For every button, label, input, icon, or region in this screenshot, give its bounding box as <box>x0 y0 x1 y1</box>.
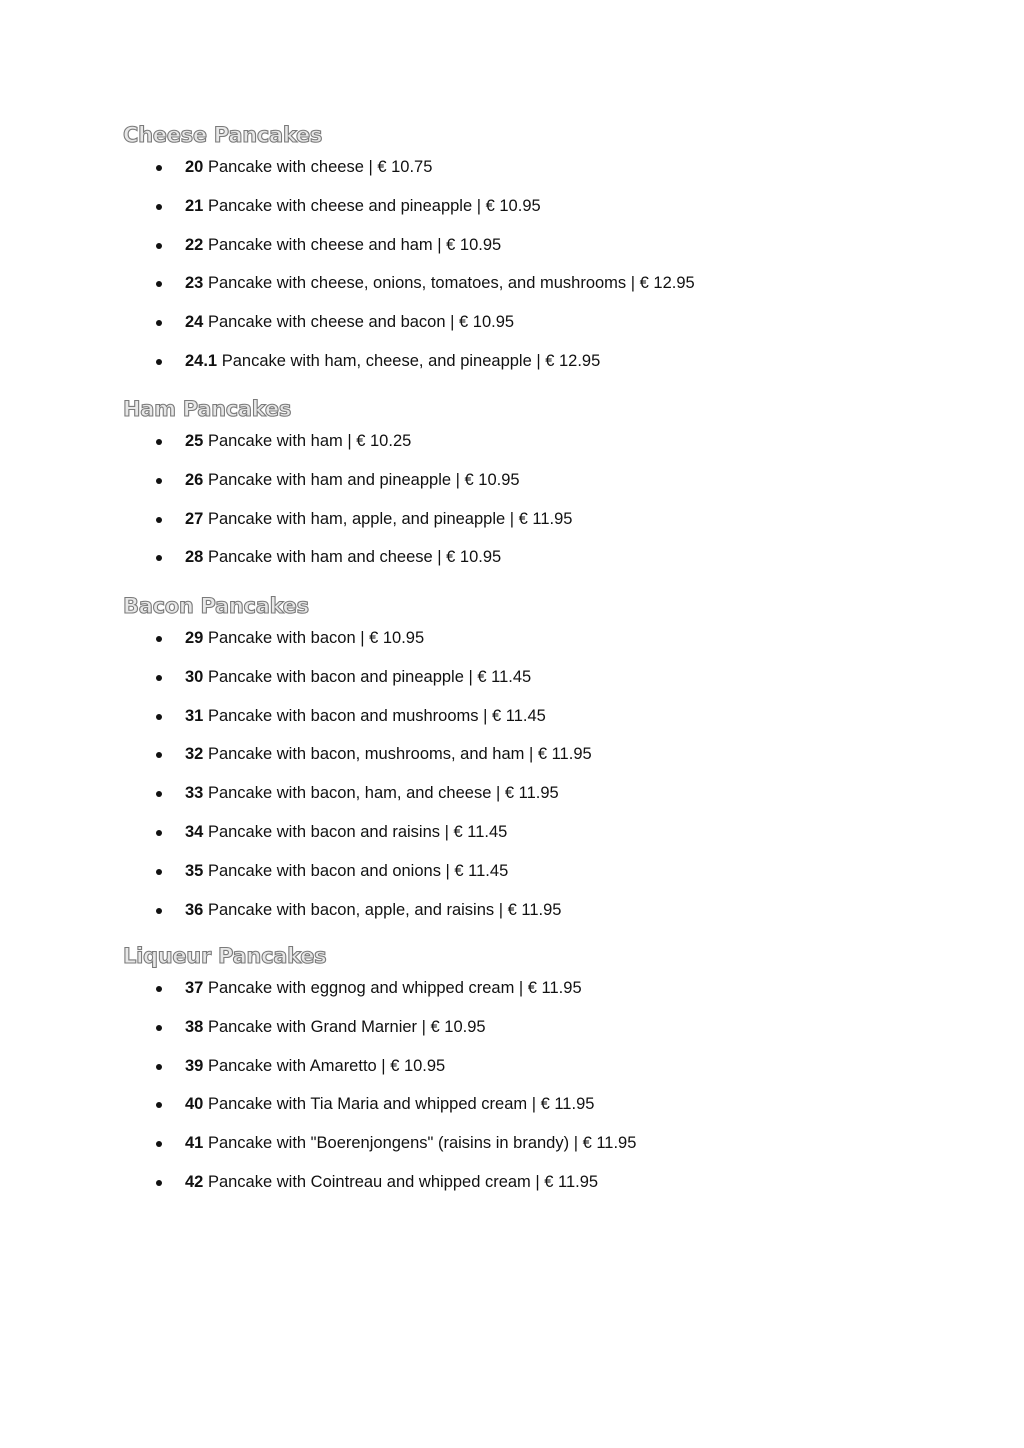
item-price: € 10.95 <box>446 235 502 254</box>
section-heading: Bacon Pancakes <box>123 594 309 618</box>
price-separator: | <box>494 900 508 919</box>
price-separator: | <box>376 1056 391 1075</box>
menu-item <box>123 1163 636 1202</box>
menu-item <box>123 422 572 461</box>
item-number: 32 <box>185 745 204 764</box>
menu-item <box>123 774 592 813</box>
price-separator: | <box>505 509 519 528</box>
section-heading: Cheese Pancakes <box>123 123 323 147</box>
item-price: € 10.95 <box>446 548 502 567</box>
menu-item <box>123 342 695 381</box>
menu-item <box>123 148 695 187</box>
item-number: 33 <box>185 784 204 803</box>
menu-item <box>123 735 592 774</box>
section-ham-pancakes <box>123 396 572 577</box>
price-separator: | <box>432 548 447 567</box>
price-separator: | <box>342 432 357 450</box>
price-separator: | <box>440 822 454 841</box>
section-cheese-pancakes <box>123 122 695 381</box>
item-number: 37 <box>185 979 204 997</box>
item-number: 40 <box>185 1095 204 1114</box>
section-heading: Ham Pancakes <box>123 397 292 421</box>
item-description: Pancake with ham and cheese <box>207 548 433 567</box>
item-number: 42 <box>185 1172 204 1191</box>
menu-list <box>123 969 636 1202</box>
item-price: € 11.95 <box>527 979 582 997</box>
item-price: € 12.95 <box>545 351 601 370</box>
menu-item <box>123 1085 636 1124</box>
item-price: € 11.95 <box>540 1095 595 1114</box>
menu-item <box>123 500 572 539</box>
item-price: € 11.95 <box>537 745 592 764</box>
menu-item <box>123 658 592 697</box>
item-description: Pancake with bacon, ham, and cheese <box>207 784 492 803</box>
item-price: € 11.45 <box>453 822 508 841</box>
item-price: € 11.95 <box>518 509 573 528</box>
section-bacon-pancakes <box>123 593 592 929</box>
item-description: Pancake with "Boerenjongens" (raisins in brandy) <box>207 1134 570 1153</box>
item-price: € 11.95 <box>582 1134 637 1153</box>
item-price: € 10.95 <box>390 1056 446 1075</box>
price-separator: | <box>417 1017 431 1036</box>
item-description: Pancake with bacon and mushrooms <box>207 706 479 725</box>
item-number: 23 <box>185 274 204 293</box>
item-number: 36 <box>185 900 204 919</box>
section-heading: Liqueur Pancakes <box>123 944 327 968</box>
item-price: € 11.95 <box>507 900 562 919</box>
item-number: 38 <box>185 1017 204 1036</box>
item-price: € 11.45 <box>492 706 546 725</box>
item-description: Pancake with bacon, mushrooms, and ham <box>207 745 525 764</box>
item-number: 41 <box>185 1134 204 1153</box>
item-price: € 11.95 <box>544 1172 599 1191</box>
price-separator: | <box>514 979 528 997</box>
item-description: Pancake with Amaretto <box>207 1056 377 1075</box>
price-separator: | <box>491 784 505 803</box>
item-description: Pancake with bacon and onions <box>207 861 441 880</box>
menu-item <box>123 619 592 658</box>
price-separator: | <box>527 1095 541 1114</box>
item-number: 25 <box>185 432 204 450</box>
price-separator: | <box>432 235 447 254</box>
item-description: Pancake with ham, apple, and pineapple <box>207 509 506 528</box>
price-separator: | <box>478 706 492 725</box>
menu-list <box>123 619 592 929</box>
menu-list <box>123 148 695 381</box>
menu-item <box>123 1047 636 1086</box>
menu-item <box>123 303 695 342</box>
item-price: € 10.25 <box>356 432 412 450</box>
item-description: Pancake with cheese and bacon <box>207 313 446 332</box>
menu-item <box>123 187 695 226</box>
price-separator: | <box>463 667 478 686</box>
price-separator: | <box>569 1134 583 1153</box>
item-price: € 11.95 <box>504 784 559 803</box>
item-description: Pancake with bacon and pineapple <box>207 667 464 686</box>
menu-item <box>123 813 592 852</box>
item-number: 29 <box>185 629 204 647</box>
item-number: 34 <box>185 822 204 841</box>
section-liqueur-pancakes <box>123 943 636 1202</box>
item-number: 22 <box>185 235 204 254</box>
item-number: 28 <box>185 548 204 567</box>
price-separator: | <box>530 1172 545 1191</box>
price-separator: | <box>445 313 460 332</box>
item-description: Pancake with cheese, onions, tomatoes, and mushrooms <box>207 274 627 293</box>
menu-list <box>123 422 572 577</box>
item-number: 31 <box>185 706 204 725</box>
item-description: Pancake with cheese <box>207 158 364 176</box>
item-number: 35 <box>185 861 204 880</box>
item-number: 24.1 <box>185 351 218 370</box>
menu-item <box>123 969 636 1008</box>
menu-item <box>123 852 592 891</box>
item-description: Pancake with ham, cheese, and pineapple <box>221 351 532 370</box>
menu-item <box>123 264 695 303</box>
item-description: Pancake with cheese and pineapple <box>207 196 473 215</box>
price-separator: | <box>524 745 538 764</box>
item-number: 26 <box>185 470 204 489</box>
item-price: € 10.75 <box>377 158 433 176</box>
item-price: € 10.95 <box>464 470 520 489</box>
item-number: 20 <box>185 158 204 176</box>
item-price: € 10.95 <box>430 1017 486 1036</box>
item-price: € 10.95 <box>459 313 515 332</box>
item-number: 30 <box>185 667 204 686</box>
item-number: 24 <box>185 313 204 332</box>
menu-item <box>123 461 572 500</box>
item-description: Pancake with bacon, apple, and raisins <box>207 900 495 919</box>
item-description: Pancake with eggnog and whipped cream <box>207 979 515 997</box>
item-price: € 11.45 <box>477 667 532 686</box>
item-description: Pancake with cheese and ham <box>207 235 433 254</box>
price-separator: | <box>531 351 546 370</box>
price-separator: | <box>355 629 370 647</box>
price-separator: | <box>363 158 378 176</box>
menu-item <box>123 1008 636 1047</box>
item-description: Pancake with Grand Marnier <box>207 1017 418 1036</box>
item-number: 39 <box>185 1056 204 1075</box>
item-description: Pancake with bacon and raisins <box>207 822 441 841</box>
price-separator: | <box>451 470 465 489</box>
item-description: Pancake with ham and pineapple <box>207 470 452 489</box>
menu-item <box>123 538 572 577</box>
menu-item <box>123 226 695 265</box>
item-description: Pancake with bacon <box>207 629 356 647</box>
menu-item <box>123 697 592 736</box>
price-separator: | <box>440 861 455 880</box>
item-description: Pancake with ham <box>207 432 343 450</box>
menu-item <box>123 891 592 930</box>
item-price: € 10.95 <box>485 196 541 215</box>
item-description: Pancake with Cointreau and whipped cream <box>207 1172 531 1191</box>
item-price: € 10.95 <box>369 629 425 647</box>
item-price: € 12.95 <box>639 274 695 293</box>
item-price: € 11.45 <box>454 861 509 880</box>
price-separator: | <box>626 274 640 293</box>
item-number: 21 <box>185 196 204 215</box>
item-description: Pancake with Tia Maria and whipped cream <box>207 1095 528 1114</box>
item-number: 27 <box>185 509 204 528</box>
menu-item <box>123 1124 636 1163</box>
price-separator: | <box>472 196 486 215</box>
